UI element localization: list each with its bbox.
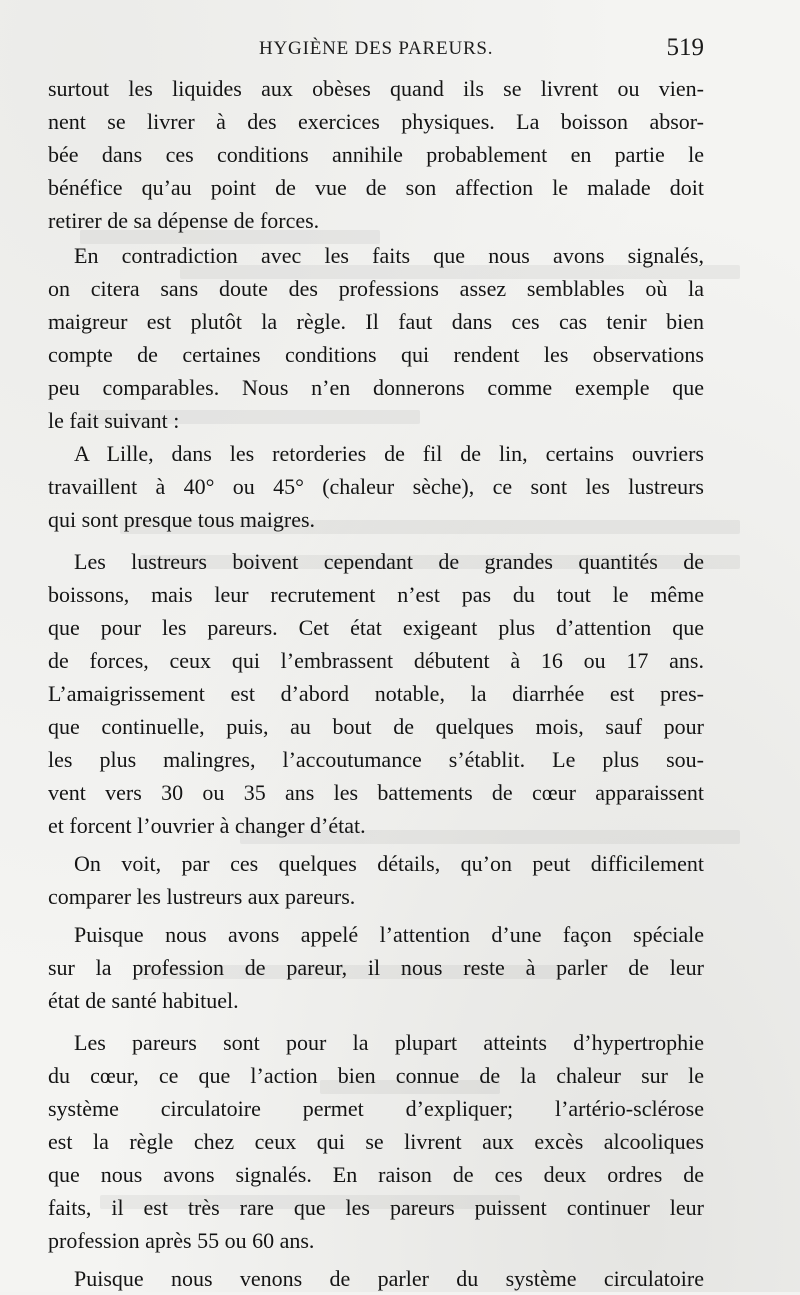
text-line: retirer de sa dépense de forces. — [48, 208, 320, 233]
paragraph-6 — [48, 918, 704, 1017]
text-line: L’amaigrissement est d’abord notable, la diarrhée est pres- — [48, 681, 704, 706]
text-line: On voit, par ces quelques détails, qu’on peut difficilement — [74, 851, 704, 876]
paragraph-2 — [48, 239, 704, 437]
body-text — [48, 72, 704, 1295]
paragraph-7 — [48, 1026, 704, 1257]
text-line: est la règle chez ceux qui se livrent aux excès alcooliques — [48, 1129, 704, 1154]
text-line: bée dans ces conditions annihile probablement en partie le — [48, 142, 704, 167]
text-line: Puisque nous avons appelé l’attention d’une façon spéciale — [74, 922, 704, 947]
text-line: profession après 55 ou 60 ans. — [48, 1228, 315, 1253]
text-line: vent vers 30 ou 35 ans les battements de cœur apparaissent — [48, 780, 704, 805]
text-line: que pour les pareurs. Cet état exigeant plus d’attention que — [48, 615, 704, 640]
text-line: et forcent l’ouvrier à changer d’état. — [48, 813, 366, 838]
paragraph-5 — [48, 847, 704, 913]
text-line: comparer les lustreurs aux pareurs. — [48, 884, 356, 909]
text-line: faits, il est très rare que les pareurs puissent continuer leur — [48, 1195, 704, 1220]
text-line: Puisque nous venons de parler du système circulatoire — [74, 1266, 704, 1291]
paragraph-4 — [48, 545, 704, 842]
text-line: état de santé habituel. — [48, 988, 239, 1013]
text-line: peu comparables. Nous n’en donnerons comme exemple que — [48, 375, 704, 400]
text-line: sur la profession de pareur, il nous reste à parler de leur — [48, 955, 704, 980]
text-line: qui sont presque tous maigres. — [48, 507, 316, 532]
text-line: A Lille, dans les retorderies de fil de lin, certains ouvriers — [74, 441, 704, 466]
text-line: Les pareurs sont pour la plupart atteints d’hypertrophie — [74, 1030, 704, 1055]
text-line: surtout les liquides aux obèses quand ils se livrent ou vien- — [48, 76, 704, 101]
text-line: nent se livrer à des exercices physiques. La boisson absor- — [48, 109, 704, 134]
text-line: de forces, ceux qui l’embrassent débutent à 16 ou 17 ans. — [48, 648, 704, 673]
page-header — [48, 34, 704, 64]
text-line: système circulatoire permet d’expliquer; l’artério-sclérose — [48, 1096, 704, 1121]
text-line: compte de certaines conditions qui rendent les observations — [48, 342, 704, 367]
text-line: bénéfice qu’au point de vue de son affection le malade doit — [48, 175, 704, 200]
paragraph-1 — [48, 72, 704, 237]
text-line: maigreur est plutôt la règle. Il faut dans ces cas tenir bien — [48, 309, 704, 334]
text-line: le fait suivant : — [48, 408, 180, 433]
text-line: que continuelle, puis, au bout de quelques mois, sauf pour — [48, 714, 704, 739]
running-title: HYGIÈNE DES PAREURS. — [259, 38, 494, 59]
text-line: En contradiction avec les faits que nous avons signalés, — [74, 243, 704, 268]
text-line: travaillent à 40° ou 45° (chaleur sèche), ce sont les lustreurs — [48, 474, 704, 499]
text-line: les plus malingres, l’accoutumance s’établit. Le plus sou- — [48, 747, 704, 772]
text-line: on citera sans doute des professions assez semblables où la — [48, 276, 704, 301]
page-number: 519 — [666, 34, 704, 61]
paragraph-3 — [48, 437, 704, 536]
text-line: Les lustreurs boivent cependant de grandes quantités de — [74, 549, 704, 574]
text-line: boissons, mais leur recrutement n’est pas du tout le même — [48, 582, 704, 607]
text-line: que nous avons signalés. En raison de ces deux ordres de — [48, 1162, 704, 1187]
text-line: du cœur, ce que l’action bien connue de la chaleur sur le — [48, 1063, 704, 1088]
paragraph-8 — [48, 1262, 704, 1295]
